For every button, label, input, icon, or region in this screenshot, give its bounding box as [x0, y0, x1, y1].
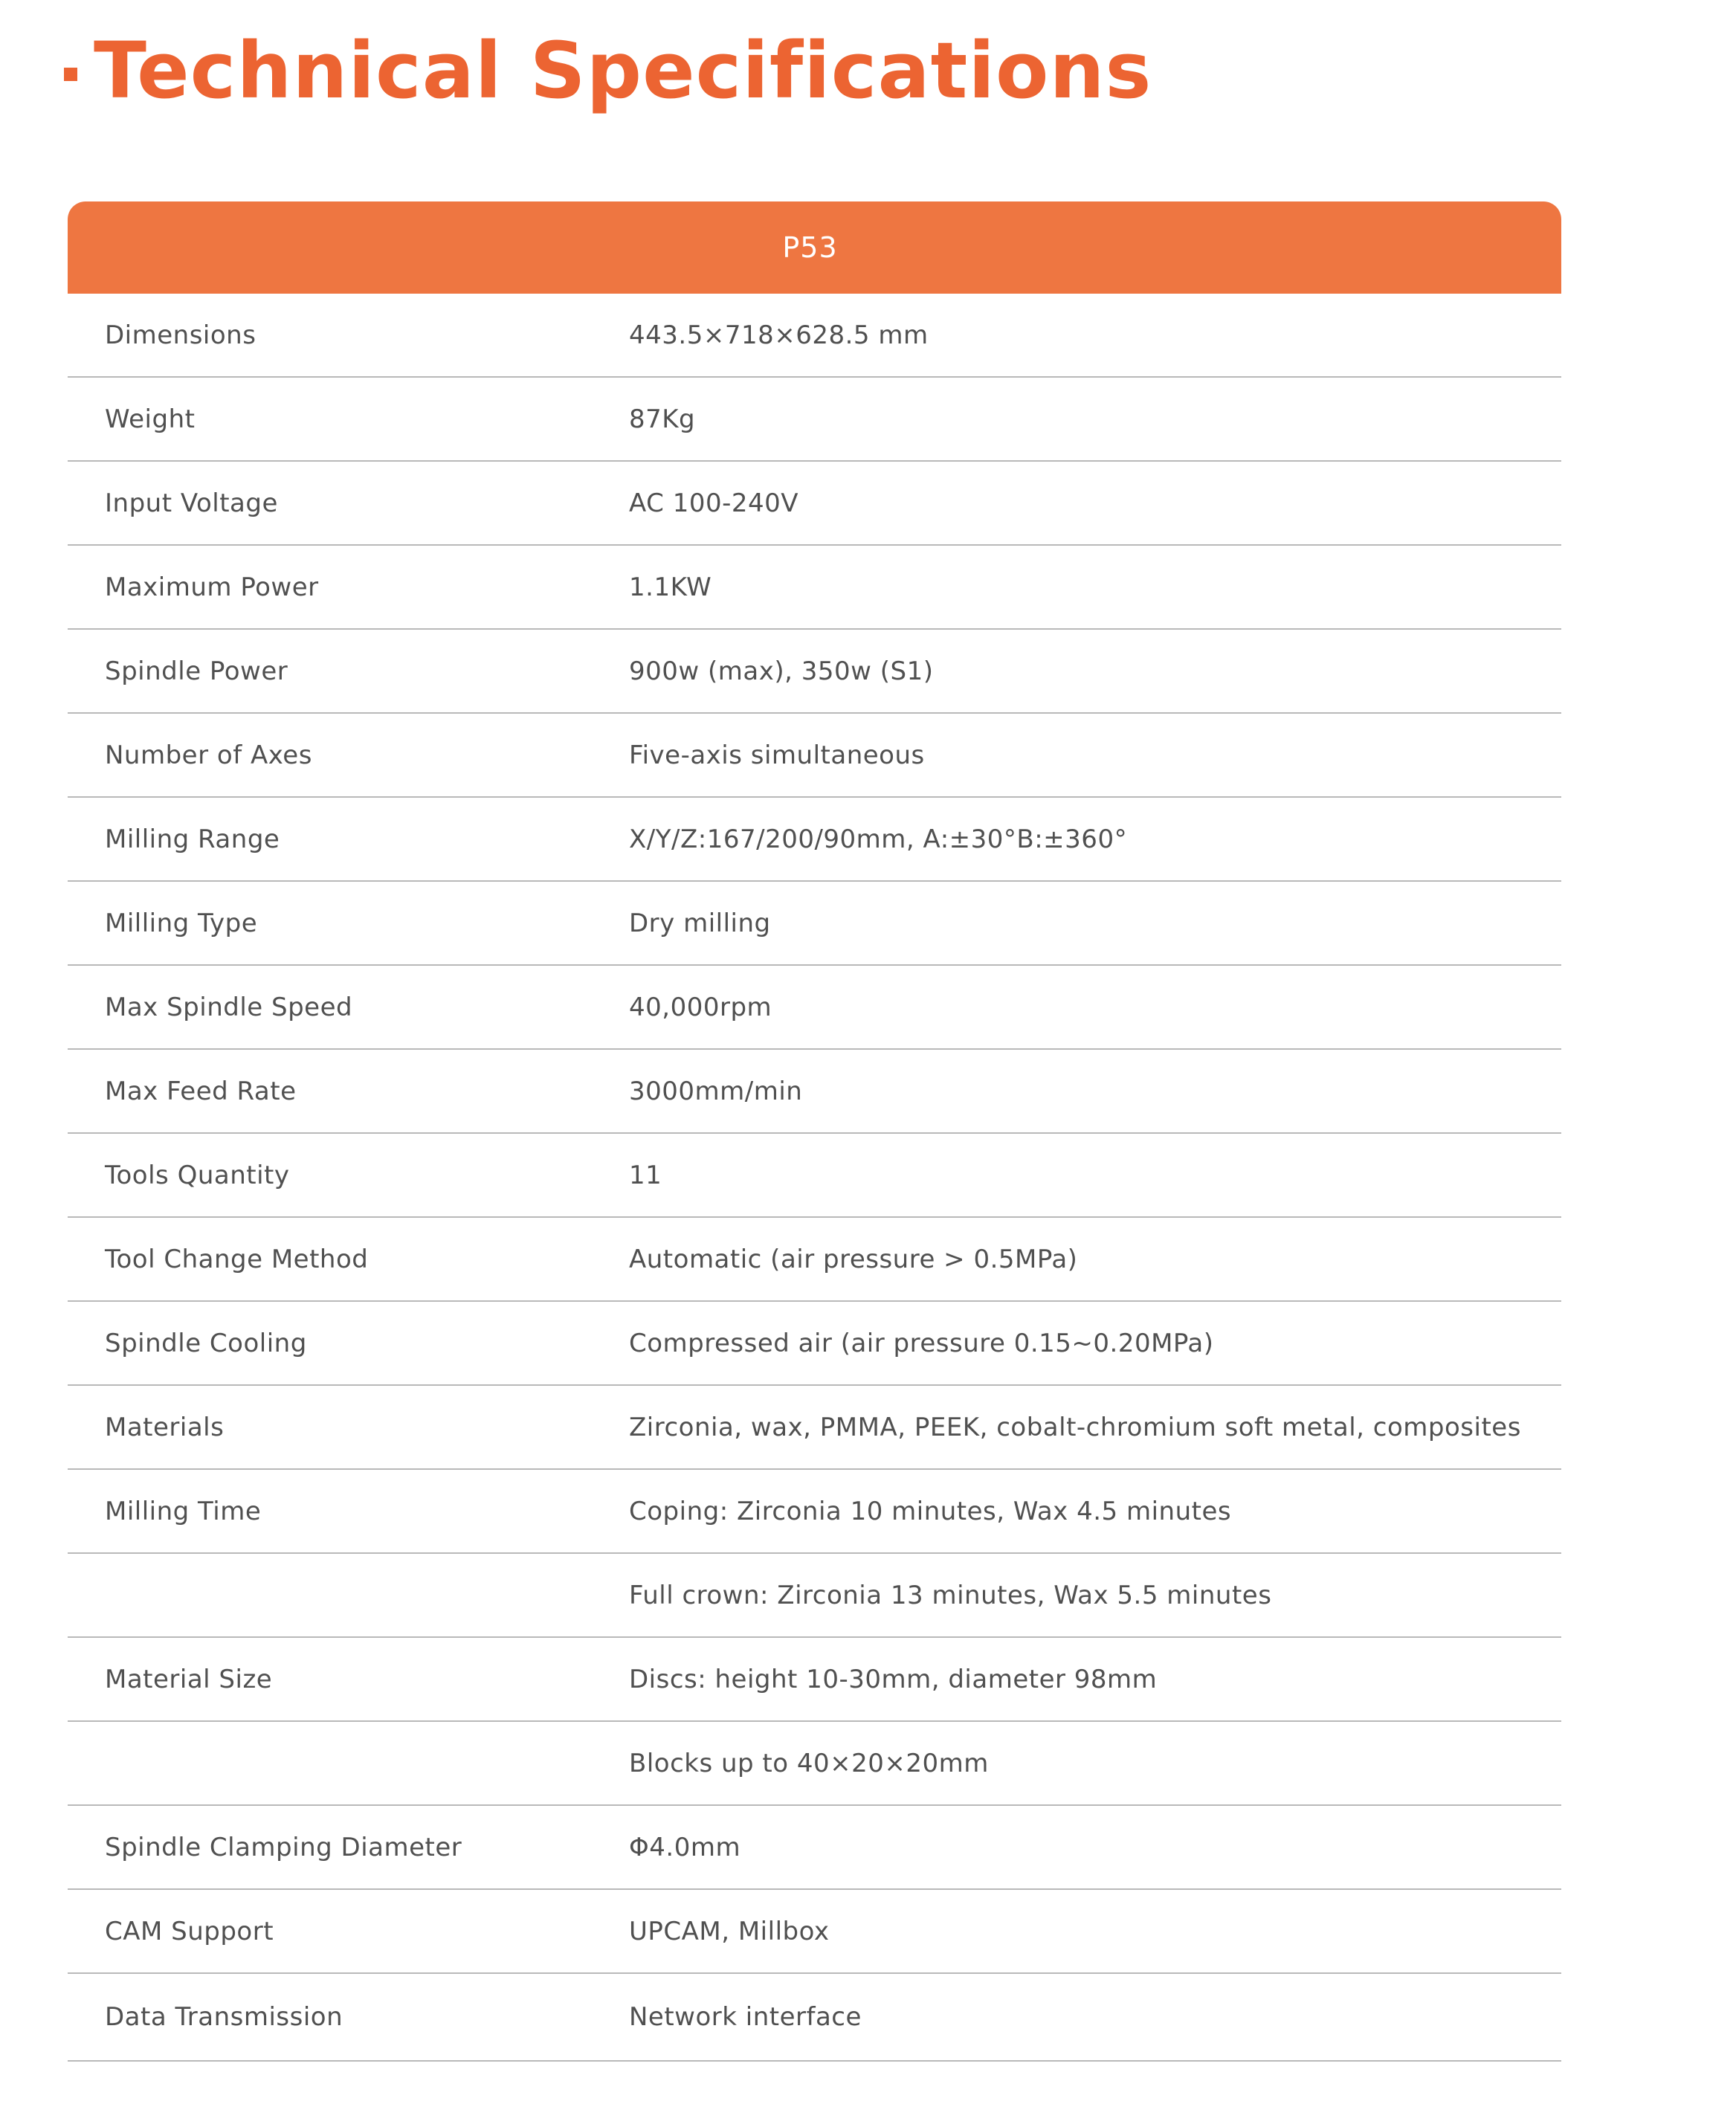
table-row — [68, 882, 1561, 966]
spec-value: Zirconia, wax, PMMA, PEEK, cobalt-chromium soft metal, composites — [629, 1412, 1521, 1442]
table-row — [68, 1302, 1561, 1386]
spec-label: Spindle Cooling — [105, 1328, 307, 1358]
spec-label: Spindle Clamping Diameter — [105, 1832, 462, 1862]
spec-label: Material Size — [105, 1664, 273, 1694]
table-row — [68, 1386, 1561, 1470]
spec-value: Compressed air (air pressure 0.15~0.20MPa) — [629, 1328, 1214, 1358]
spec-label: Number of Axes — [105, 740, 312, 770]
table-row — [68, 1974, 1561, 2062]
table-row — [68, 1554, 1561, 1638]
spec-label: Milling Range — [105, 824, 280, 854]
table-row — [68, 798, 1561, 882]
spec-value: 900w (max), 350w (S1) — [629, 656, 934, 686]
spec-value: 1.1KW — [629, 572, 712, 602]
spec-value: 11 — [629, 1160, 662, 1190]
table-row — [68, 1890, 1561, 1974]
table-row — [68, 714, 1561, 798]
table-row — [68, 630, 1561, 714]
spec-value: 40,000rpm — [629, 992, 772, 1022]
table-row — [68, 462, 1561, 546]
spec-value: 87Kg — [629, 404, 696, 434]
spec-value: Discs: height 10-30mm, diameter 98mm — [629, 1664, 1158, 1694]
table-row — [68, 1638, 1561, 1722]
table-row — [68, 546, 1561, 630]
table-row — [68, 378, 1561, 462]
table-row — [68, 966, 1561, 1050]
spec-value: 443.5×718×628.5 mm — [629, 320, 929, 350]
spec-value: Network interface — [629, 2002, 862, 2032]
spec-label: Materials — [105, 1412, 225, 1442]
spec-value: Coping: Zirconia 10 minutes, Wax 4.5 minutes — [629, 1496, 1232, 1526]
spec-value: Dry milling — [629, 908, 771, 938]
spec-label: Data Transmission — [105, 2002, 343, 2032]
table-header — [68, 201, 1561, 294]
spec-label: Milling Type — [105, 908, 258, 938]
page-title: Technical Specifications — [94, 25, 1152, 116]
table-row — [68, 294, 1561, 378]
page-heading — [64, 22, 1152, 119]
spec-label: CAM Support — [105, 1916, 274, 1946]
spec-value: UPCAM, Millbox — [629, 1916, 830, 1946]
title-bullet-icon — [64, 68, 77, 81]
spec-value: Φ4.0mm — [629, 1832, 741, 1862]
spec-value: Automatic (air pressure > 0.5MPa) — [629, 1244, 1078, 1274]
table-row — [68, 1050, 1561, 1134]
spec-label: Dimensions — [105, 320, 256, 350]
spec-value: Five-axis simultaneous — [629, 740, 925, 770]
spec-label: Milling Time — [105, 1496, 262, 1526]
table-row — [68, 1470, 1561, 1554]
spec-value: X/Y/Z:167/200/90mm, A:±30°B:±360° — [629, 824, 1128, 854]
spec-value: 3000mm/min — [629, 1076, 803, 1106]
spec-label: Spindle Power — [105, 656, 288, 686]
spec-label: Tools Quantity — [105, 1160, 290, 1190]
spec-label: Max Spindle Speed — [105, 992, 353, 1022]
table-row — [68, 1806, 1561, 1890]
spec-table — [68, 201, 1561, 2062]
spec-value: Full crown: Zirconia 13 minutes, Wax 5.5 minutes — [629, 1580, 1272, 1610]
spec-label: Input Voltage — [105, 488, 278, 518]
table-row — [68, 1218, 1561, 1302]
table-row — [68, 1722, 1561, 1806]
table-row — [68, 1134, 1561, 1218]
model-name: P53 — [782, 231, 838, 264]
spec-label: Tool Change Method — [105, 1244, 369, 1274]
spec-value: Blocks up to 40×20×20mm — [629, 1748, 989, 1778]
spec-value: AC 100-240V — [629, 488, 799, 518]
spec-label: Weight — [105, 404, 196, 434]
spec-label: Maximum Power — [105, 572, 319, 602]
spec-label: Max Feed Rate — [105, 1076, 297, 1106]
